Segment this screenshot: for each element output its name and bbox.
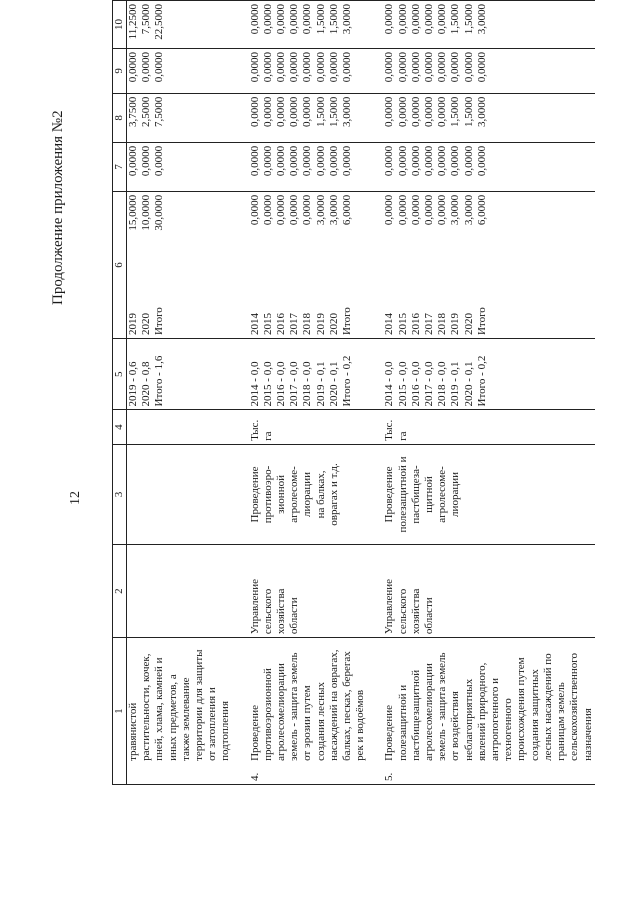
measure-cell-line: Проведение	[383, 704, 396, 761]
program-table	[112, 0, 595, 785]
col9-cell-line: 0,0000	[140, 52, 153, 83]
col10-cell-line: 0,0000	[396, 4, 409, 35]
col7-cell-line: 0,0000	[127, 145, 139, 177]
activity-cell	[367, 444, 594, 544]
row-number	[127, 764, 233, 785]
col6-cell-line: 10,0000	[140, 194, 153, 231]
col7-cell-line: 0,0000	[261, 145, 274, 177]
col9-cell-line: 0,0000	[341, 52, 354, 83]
table-row	[367, 1, 594, 785]
column-number-9: 9	[113, 49, 127, 94]
col10-cell-line: 0,0000	[423, 4, 436, 35]
row-number: 5.	[367, 764, 594, 785]
unit-cell	[127, 410, 233, 444]
col6-cell-line: 0,0000	[423, 194, 436, 226]
col10-cell-line: 0,0000	[383, 4, 396, 35]
volume-cell-line: 2018 - 0,0	[301, 361, 314, 407]
unit-cell-line: га	[396, 431, 409, 441]
col8-cell-line: 1,5000	[462, 96, 475, 128]
col7-cell-line: 0,0000	[288, 145, 301, 177]
table-row	[233, 1, 368, 785]
col9-cell-line: 0,0000	[127, 52, 139, 83]
col10-cell-line: 22,5000	[153, 4, 166, 40]
volume-cell-line: 2020 - 0,8	[140, 361, 153, 407]
col8-cell-line: 3,0000	[341, 96, 354, 128]
col9-cell-line: 0,0000	[436, 52, 449, 83]
volume-cell-line: Итого - 0,2	[341, 355, 354, 407]
activity-cell-line: Проведение	[248, 466, 261, 523]
col6-cell-line: 3,0000	[314, 194, 327, 226]
col6-cell	[127, 191, 233, 272]
col6-cell-line: 0,0000	[383, 194, 396, 226]
col8-cell-line: 0,0000	[261, 96, 274, 128]
measure-cell-line: земель - защита земель	[288, 652, 301, 761]
col7-cell-line: 0,0000	[436, 145, 449, 177]
measure-cell-line: агролесомелиорации	[275, 663, 288, 761]
measure-cell-line: лесных насаждений по	[541, 653, 554, 761]
col6-cell-line: 0,0000	[248, 194, 261, 226]
unit-cell	[233, 410, 368, 444]
measure-cell-line: растительности, кочек,	[140, 653, 153, 761]
col10-cell	[233, 1, 368, 49]
col8-cell-line: 1,5000	[314, 96, 327, 128]
col6-cell	[367, 191, 594, 272]
col8-cell-line: 3,0000	[475, 96, 488, 128]
table-row	[127, 1, 233, 785]
volume-cell	[367, 339, 594, 410]
col8-cell	[367, 93, 594, 142]
col8-cell-line: 0,0000	[436, 96, 449, 128]
col7-cell-line: 0,0000	[140, 145, 153, 177]
executor-cell-line: Управление	[248, 578, 261, 635]
measure-cell-line: явлений природного,	[475, 662, 488, 761]
activity-cell	[233, 444, 368, 544]
measure-cell-line: неблагоприятных	[462, 678, 475, 761]
executor-cell	[127, 545, 233, 638]
measure-cell-line: от воздействия	[449, 691, 462, 761]
column-number-8: 8	[113, 93, 127, 142]
column-number-5: 5	[113, 339, 127, 410]
col10-cell-line: 0,0000	[409, 4, 422, 35]
year-cell	[233, 272, 368, 339]
col8-cell-line: 0,0000	[396, 96, 409, 128]
column-number-4: 4	[113, 410, 127, 444]
activity-cell-line: агролесоме-	[436, 466, 449, 523]
col10-cell	[127, 1, 233, 49]
measure-cell-line: от затопления и	[206, 687, 219, 761]
volume-cell-line: 2020 - 0,1	[462, 361, 475, 407]
volume-cell-line: 2017 - 0,0	[288, 361, 301, 407]
measure-cell-line: балках, песках, берегах	[341, 651, 354, 761]
measure-cell-line: пней, хлама, камней и	[153, 657, 166, 761]
col10-cell-line: 0,0000	[436, 4, 449, 35]
col6-cell-line: 15,0000	[127, 194, 139, 231]
executor-cell	[233, 545, 368, 638]
year-cell-line: 2020	[462, 313, 475, 336]
year-cell-line: 2017	[423, 313, 436, 336]
measure-cell-line: создания лесных	[314, 682, 327, 761]
col6-cell-line: 0,0000	[409, 194, 422, 226]
col10-cell-line: 3,0000	[475, 4, 488, 35]
col10-cell-line: 0,0000	[301, 4, 314, 35]
col10-cell-line: 0,0000	[261, 4, 274, 35]
measure-cell-line: назначения	[581, 708, 594, 761]
activity-cell-line: Проведение	[383, 466, 396, 523]
year-cell-line: 2015	[261, 313, 274, 336]
col10-cell-line: 3,0000	[341, 4, 354, 35]
col9-cell-line: 0,0000	[248, 52, 261, 83]
col6-cell-line: 0,0000	[301, 194, 314, 226]
col8-cell	[127, 93, 233, 142]
col10-cell-line: 0,0000	[248, 4, 261, 35]
col6-cell-line: 0,0000	[396, 194, 409, 226]
col10-cell-line: 1,5000	[327, 4, 340, 35]
col8-cell-line: 7,5000	[153, 96, 166, 128]
col9-cell	[127, 49, 233, 94]
col7-cell-line: 0,0000	[475, 145, 488, 177]
col7-cell-line: 0,0000	[248, 145, 261, 177]
year-cell-line: 2014	[383, 313, 396, 336]
col10-cell-line: 7,5000	[140, 4, 153, 35]
col8-cell	[233, 93, 368, 142]
measure-cell-line: также землевание	[179, 677, 192, 761]
col7-cell-line: 0,0000	[275, 145, 288, 177]
col7-cell-line: 0,0000	[462, 145, 475, 177]
col8-cell-line: 3,7500	[127, 96, 139, 128]
appendix-continuation-note: Продолжение приложения №2	[50, 110, 66, 305]
executor-cell-line: сельского	[261, 588, 274, 635]
col9-cell-line: 0,0000	[475, 52, 488, 83]
year-cell-line: 2020	[140, 313, 153, 336]
measure-cell	[127, 638, 233, 764]
col8-cell-line: 0,0000	[275, 96, 288, 128]
measure-cell-line: насаждений на оврагах,	[327, 649, 340, 761]
measure-cell-line: иных предметов, а	[166, 674, 179, 761]
col9-cell-line: 0,0000	[462, 52, 475, 83]
measure-cell-line: пастбищезащитной	[409, 669, 422, 761]
measure-cell-line: техногенного	[502, 698, 515, 761]
measure-cell-line: травянистой	[127, 702, 139, 761]
col8-cell-line: 0,0000	[288, 96, 301, 128]
col9-cell-line: 0,0000	[301, 52, 314, 83]
measure-cell-line: земель - защита земель	[436, 652, 449, 761]
measure-cell-line: происхождения путем	[515, 657, 528, 761]
column-number-2: 2	[113, 545, 127, 638]
col8-cell-line: 0,0000	[423, 96, 436, 128]
col6-cell-line: 6,0000	[341, 194, 354, 226]
year-cell-line: 2019	[449, 313, 462, 336]
col10-cell-line: 1,5000	[449, 4, 462, 35]
executor-cell-line: хозяйства	[409, 588, 422, 635]
col8-cell-line: 0,0000	[409, 96, 422, 128]
year-cell-line: 2018	[301, 313, 314, 336]
measure-cell-line: Проведение	[248, 704, 261, 761]
volume-cell	[127, 339, 233, 410]
measure-cell-line: территории для защиты	[193, 649, 206, 761]
measure-cell-line: создания защитных	[528, 669, 541, 761]
measure-cell-line: подтопления	[219, 701, 232, 761]
table-body	[127, 1, 595, 785]
activity-cell-line: лиорации	[301, 472, 314, 517]
col6-cell-line: 6,0000	[475, 194, 488, 226]
col7-cell-line: 0,0000	[423, 145, 436, 177]
col7-cell-line: 0,0000	[396, 145, 409, 177]
row-number: 4.	[233, 764, 368, 785]
activity-cell	[127, 444, 233, 544]
year-cell-line: 2016	[275, 313, 288, 336]
unit-cell-line: Тыс.	[383, 419, 396, 441]
year-cell-line: 2017	[288, 313, 301, 336]
column-number-10: 10	[113, 1, 127, 49]
col6-cell-line: 3,0000	[462, 194, 475, 226]
measure-cell	[367, 638, 594, 764]
column-number-1: 1	[113, 638, 127, 785]
year-cell-line: Итого	[153, 307, 166, 336]
col8-cell-line: 0,0000	[301, 96, 314, 128]
year-cell-line: Итого	[475, 307, 488, 336]
executor-cell-line: области	[288, 597, 301, 635]
column-number-6: 6	[113, 191, 127, 338]
year-cell-line: 2020	[327, 313, 340, 336]
col9-cell-line: 0,0000	[327, 52, 340, 83]
measure-cell-line: полезащитной и	[396, 684, 409, 761]
volume-cell-line: Итого - 0,2	[475, 355, 488, 407]
executor-cell-line: сельского	[396, 588, 409, 635]
col9-cell-line: 0,0000	[314, 52, 327, 83]
col8-cell-line: 0,0000	[248, 96, 261, 128]
activity-cell-line: зионной	[275, 475, 288, 514]
volume-cell-line: 2018 - 0,0	[436, 361, 449, 407]
year-cell-line: 2014	[248, 313, 261, 336]
volume-cell-line: 2019 - 0,1	[449, 361, 462, 407]
col8-cell-line: 2,5000	[140, 96, 153, 128]
unit-cell-line: Тыс.	[248, 419, 261, 441]
year-cell-line: 2019	[127, 313, 139, 336]
activity-cell-line: на балках,	[314, 470, 327, 519]
activity-cell-line: лиорации	[449, 472, 462, 517]
year-cell-line: 2018	[436, 313, 449, 336]
volume-cell-line: 2016 - 0,0	[409, 361, 422, 407]
executor-cell	[367, 545, 594, 638]
col10-cell-line: 1,5000	[314, 4, 327, 35]
col6-cell	[233, 191, 368, 272]
col10-cell-line: 1,5000	[462, 4, 475, 35]
executor-cell-line: области	[423, 597, 436, 635]
volume-cell-line: Итого - 1,6	[153, 355, 166, 407]
measure-cell-line: противоэрозионной	[261, 668, 274, 761]
volume-cell-line: 2017 - 0,0	[423, 361, 436, 407]
activity-cell-line: пастбищеза-	[409, 465, 422, 524]
col8-cell-line: 1,5000	[327, 96, 340, 128]
col9-cell-line: 0,0000	[396, 52, 409, 83]
col9-cell-line: 0,0000	[153, 52, 166, 83]
col7-cell-line: 0,0000	[449, 145, 462, 177]
column-number-7: 7	[113, 142, 127, 191]
col9-cell-line: 0,0000	[275, 52, 288, 83]
volume-cell-line: 2015 - 0,0	[396, 361, 409, 407]
activity-cell-line: полезащитной и	[396, 456, 409, 533]
activity-cell-line: щитной	[423, 476, 436, 513]
activity-cell-line: противоэро-	[261, 465, 274, 524]
column-number-3: 3	[113, 444, 127, 544]
volume-cell-line: 2014 - 0,0	[248, 361, 261, 407]
page-number: 12	[68, 491, 83, 505]
year-cell-line: Итого	[341, 307, 354, 336]
col10-cell-line: 0,0000	[275, 4, 288, 35]
col10-cell-line: 0,0000	[288, 4, 301, 35]
year-cell-line: 2016	[409, 313, 422, 336]
measure-cell-line: рек и водоёмов	[354, 689, 367, 761]
col9-cell	[367, 49, 594, 94]
measure-cell-line: антропогенного и	[489, 677, 502, 761]
volume-cell	[233, 339, 368, 410]
col10-cell-line: 11,2500	[127, 4, 139, 40]
col7-cell	[233, 142, 368, 191]
volume-cell-line: 2020 - 0,1	[327, 361, 340, 407]
year-cell-line: 2019	[314, 313, 327, 336]
col7-cell-line: 0,0000	[314, 145, 327, 177]
year-cell-line: 2015	[396, 313, 409, 336]
executor-cell-line: Управление	[383, 578, 396, 635]
year-cell	[367, 272, 594, 339]
col8-cell-line: 0,0000	[383, 96, 396, 128]
activity-cell-line: оврагах и т.д.	[327, 463, 340, 526]
volume-cell-line: 2014 - 0,0	[383, 361, 396, 407]
col6-cell-line: 0,0000	[261, 194, 274, 226]
col7-cell-line: 0,0000	[327, 145, 340, 177]
col8-cell-line: 1,5000	[449, 96, 462, 128]
col9-cell-line: 0,0000	[383, 52, 396, 83]
executor-cell-line: хозяйства	[275, 588, 288, 635]
col9-cell-line: 0,0000	[409, 52, 422, 83]
column-number-row	[113, 1, 127, 785]
col7-cell-line: 0,0000	[301, 145, 314, 177]
col9-cell-line: 0,0000	[423, 52, 436, 83]
col6-cell-line: 0,0000	[275, 194, 288, 226]
col7-cell-line: 0,0000	[341, 145, 354, 177]
unit-cell-line: га	[261, 431, 274, 441]
measure-cell-line: границам земель	[555, 682, 568, 761]
col6-cell-line: 3,0000	[449, 194, 462, 226]
volume-cell-line: 2019 - 0,1	[314, 361, 327, 407]
volume-cell-line: 2016 - 0,0	[275, 361, 288, 407]
col6-cell-line: 30,0000	[153, 194, 166, 231]
col7-cell-line: 0,0000	[383, 145, 396, 177]
col7-cell	[127, 142, 233, 191]
measure-cell	[233, 638, 368, 764]
col9-cell-line: 0,0000	[261, 52, 274, 83]
col7-cell-line: 0,0000	[409, 145, 422, 177]
col10-cell	[367, 1, 594, 49]
measure-cell-line: агролесомелиорации	[423, 663, 436, 761]
activity-cell-line: агролесоме-	[288, 466, 301, 523]
measure-cell-line: сельскохозяйственного	[568, 653, 581, 761]
col9-cell-line: 0,0000	[288, 52, 301, 83]
col7-cell	[367, 142, 594, 191]
col6-cell-line: 0,0000	[436, 194, 449, 226]
col9-cell	[233, 49, 368, 94]
col7-cell-line: 0,0000	[153, 145, 166, 177]
volume-cell-line: 2019 - 0,6	[127, 361, 139, 407]
col6-cell-line: 3,0000	[327, 194, 340, 226]
volume-cell-line: 2015 - 0,0	[261, 361, 274, 407]
year-cell	[127, 272, 233, 339]
col9-cell-line: 0,0000	[449, 52, 462, 83]
unit-cell	[367, 410, 594, 444]
col6-cell-line: 0,0000	[288, 194, 301, 226]
measure-cell-line: от эрозии путем	[301, 685, 314, 761]
